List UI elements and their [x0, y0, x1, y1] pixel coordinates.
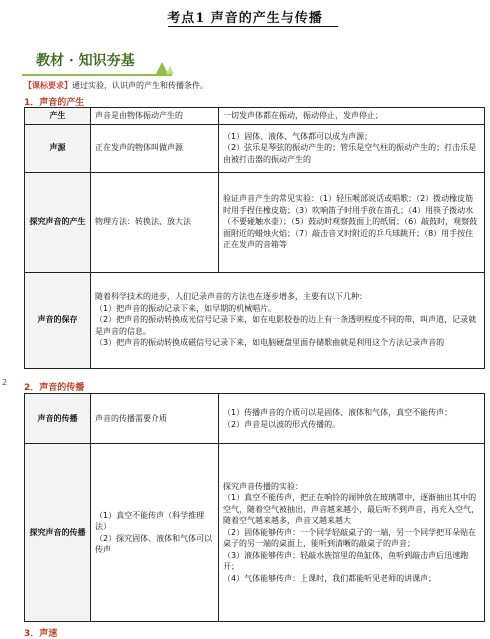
row-detail: 随着科学技术的进步，人们记录声音的方法也在逐步增多，主要有以下几种： （1）把声音的振动记录下来，如早期的机械唱片。 （2）把声音的振动转换成光信号记录下来，如在电影胶卷的边上有一条透明程度不同的带，叫声道，记录就是声音的信息。 （3）把声音的振动转换成磁信号记录下来，如电脑硬盘里面存储歌曲就是利用这个方法记录声音的: [91, 272, 485, 368]
table-row: [25, 172, 485, 272]
row-desc: 物理方法：转换法、放大法: [91, 172, 219, 272]
row-detail: 探究声音传播的实验： （1）真空不能传声，把正在响铃的闹钟放在玻璃罩中，逐渐抽出其中的空气，随着空气被抽出，声音越来越小，最后听不到声音，再充入空气，随着空气越来越多，声音又越来越大 （2）固体能够传声：一个同学轻敲桌子的一端，另一个同学把耳朵贴在桌子的另一端的桌面上，能听到清晰的敲桌子的声音； （3）液体能够传声：轻敲水族馆里的鱼缸体，鱼听到敲击声后迅速跑开； （4）气体能够传声：上课时，我们都能听见老师的讲课声；: [219, 444, 485, 622]
row-desc: 声音是由物体振动产生的: [91, 108, 219, 125]
section-heading-speed: 3．声速: [24, 629, 58, 639]
section-banner: [22, 42, 482, 82]
requirement-text: 通过实验，认识声的产生和传播条件。: [72, 81, 208, 90]
row-desc: 声音的传播需要介质: [91, 394, 219, 444]
row-desc: 正在发声的物体叫做声源: [91, 124, 219, 172]
row-head: 产生: [25, 108, 91, 125]
section-heading-propagation: 2．声音的传播: [24, 383, 85, 393]
section-heading-production: 1．声音的产生: [24, 98, 85, 108]
mountain-small-icon: [166, 66, 174, 74]
curriculum-requirement: [24, 80, 208, 91]
row-head: 探究声音的产生: [25, 172, 91, 272]
propagation-table: [24, 393, 485, 622]
page-title: 考点1 声音的产生与传播: [167, 11, 323, 26]
production-table: [24, 107, 485, 369]
row-detail: 验证声音产生的常见实验：（1）轻压喉部说话或唱歌；（2）拨动橡皮筋时用手捏住橡皮筋；（3）吹响笛子时用手放在笛孔；（4）用筷子拨动水（不要碰触水壶）；（5）鼓动时观察鼓面上的纸屑；（6）敲鼓时，观察鼓面附近的蜡烛火焰；（7）敲击音叉时附近的乒乓球跳开；（8）用手按住正在发声的音箱等: [219, 172, 485, 272]
banner-underline: [22, 74, 172, 76]
row-desc: （1）真空不能传声（科学推理法） （2）探究固体、液体和气体可以传声: [91, 444, 219, 622]
row-detail: （1）固体、液体、气体都可以成为声源； （2）弦乐是琴弦的振动产生的；管乐是空气柱的振动产生的；打击乐是由被打击器的振动产生的: [219, 124, 485, 172]
row-detail: （1）传播声音的介质可以是固体、液体和气体，真空不能传声； （2）声音是以波的形式传播的。: [219, 394, 485, 444]
requirement-tag: 【课标要求】: [24, 81, 72, 90]
table-row: [25, 108, 485, 125]
row-head: 声音的传播: [25, 394, 91, 444]
table-row: [25, 394, 485, 444]
table-row: [25, 444, 485, 622]
table-row: [25, 124, 485, 172]
row-head: 声源: [25, 124, 91, 172]
page-margin-marker: 2: [2, 378, 8, 387]
row-detail: 一切发声体都在振动，振动停止，发声停止；: [219, 108, 485, 125]
row-head: 探究声音的传播: [25, 444, 91, 622]
title-underline: [168, 26, 338, 27]
banner-text: 教材 · 知识夯基: [36, 53, 135, 69]
row-head: 声音的保存: [25, 272, 91, 368]
table-row: [25, 272, 485, 368]
